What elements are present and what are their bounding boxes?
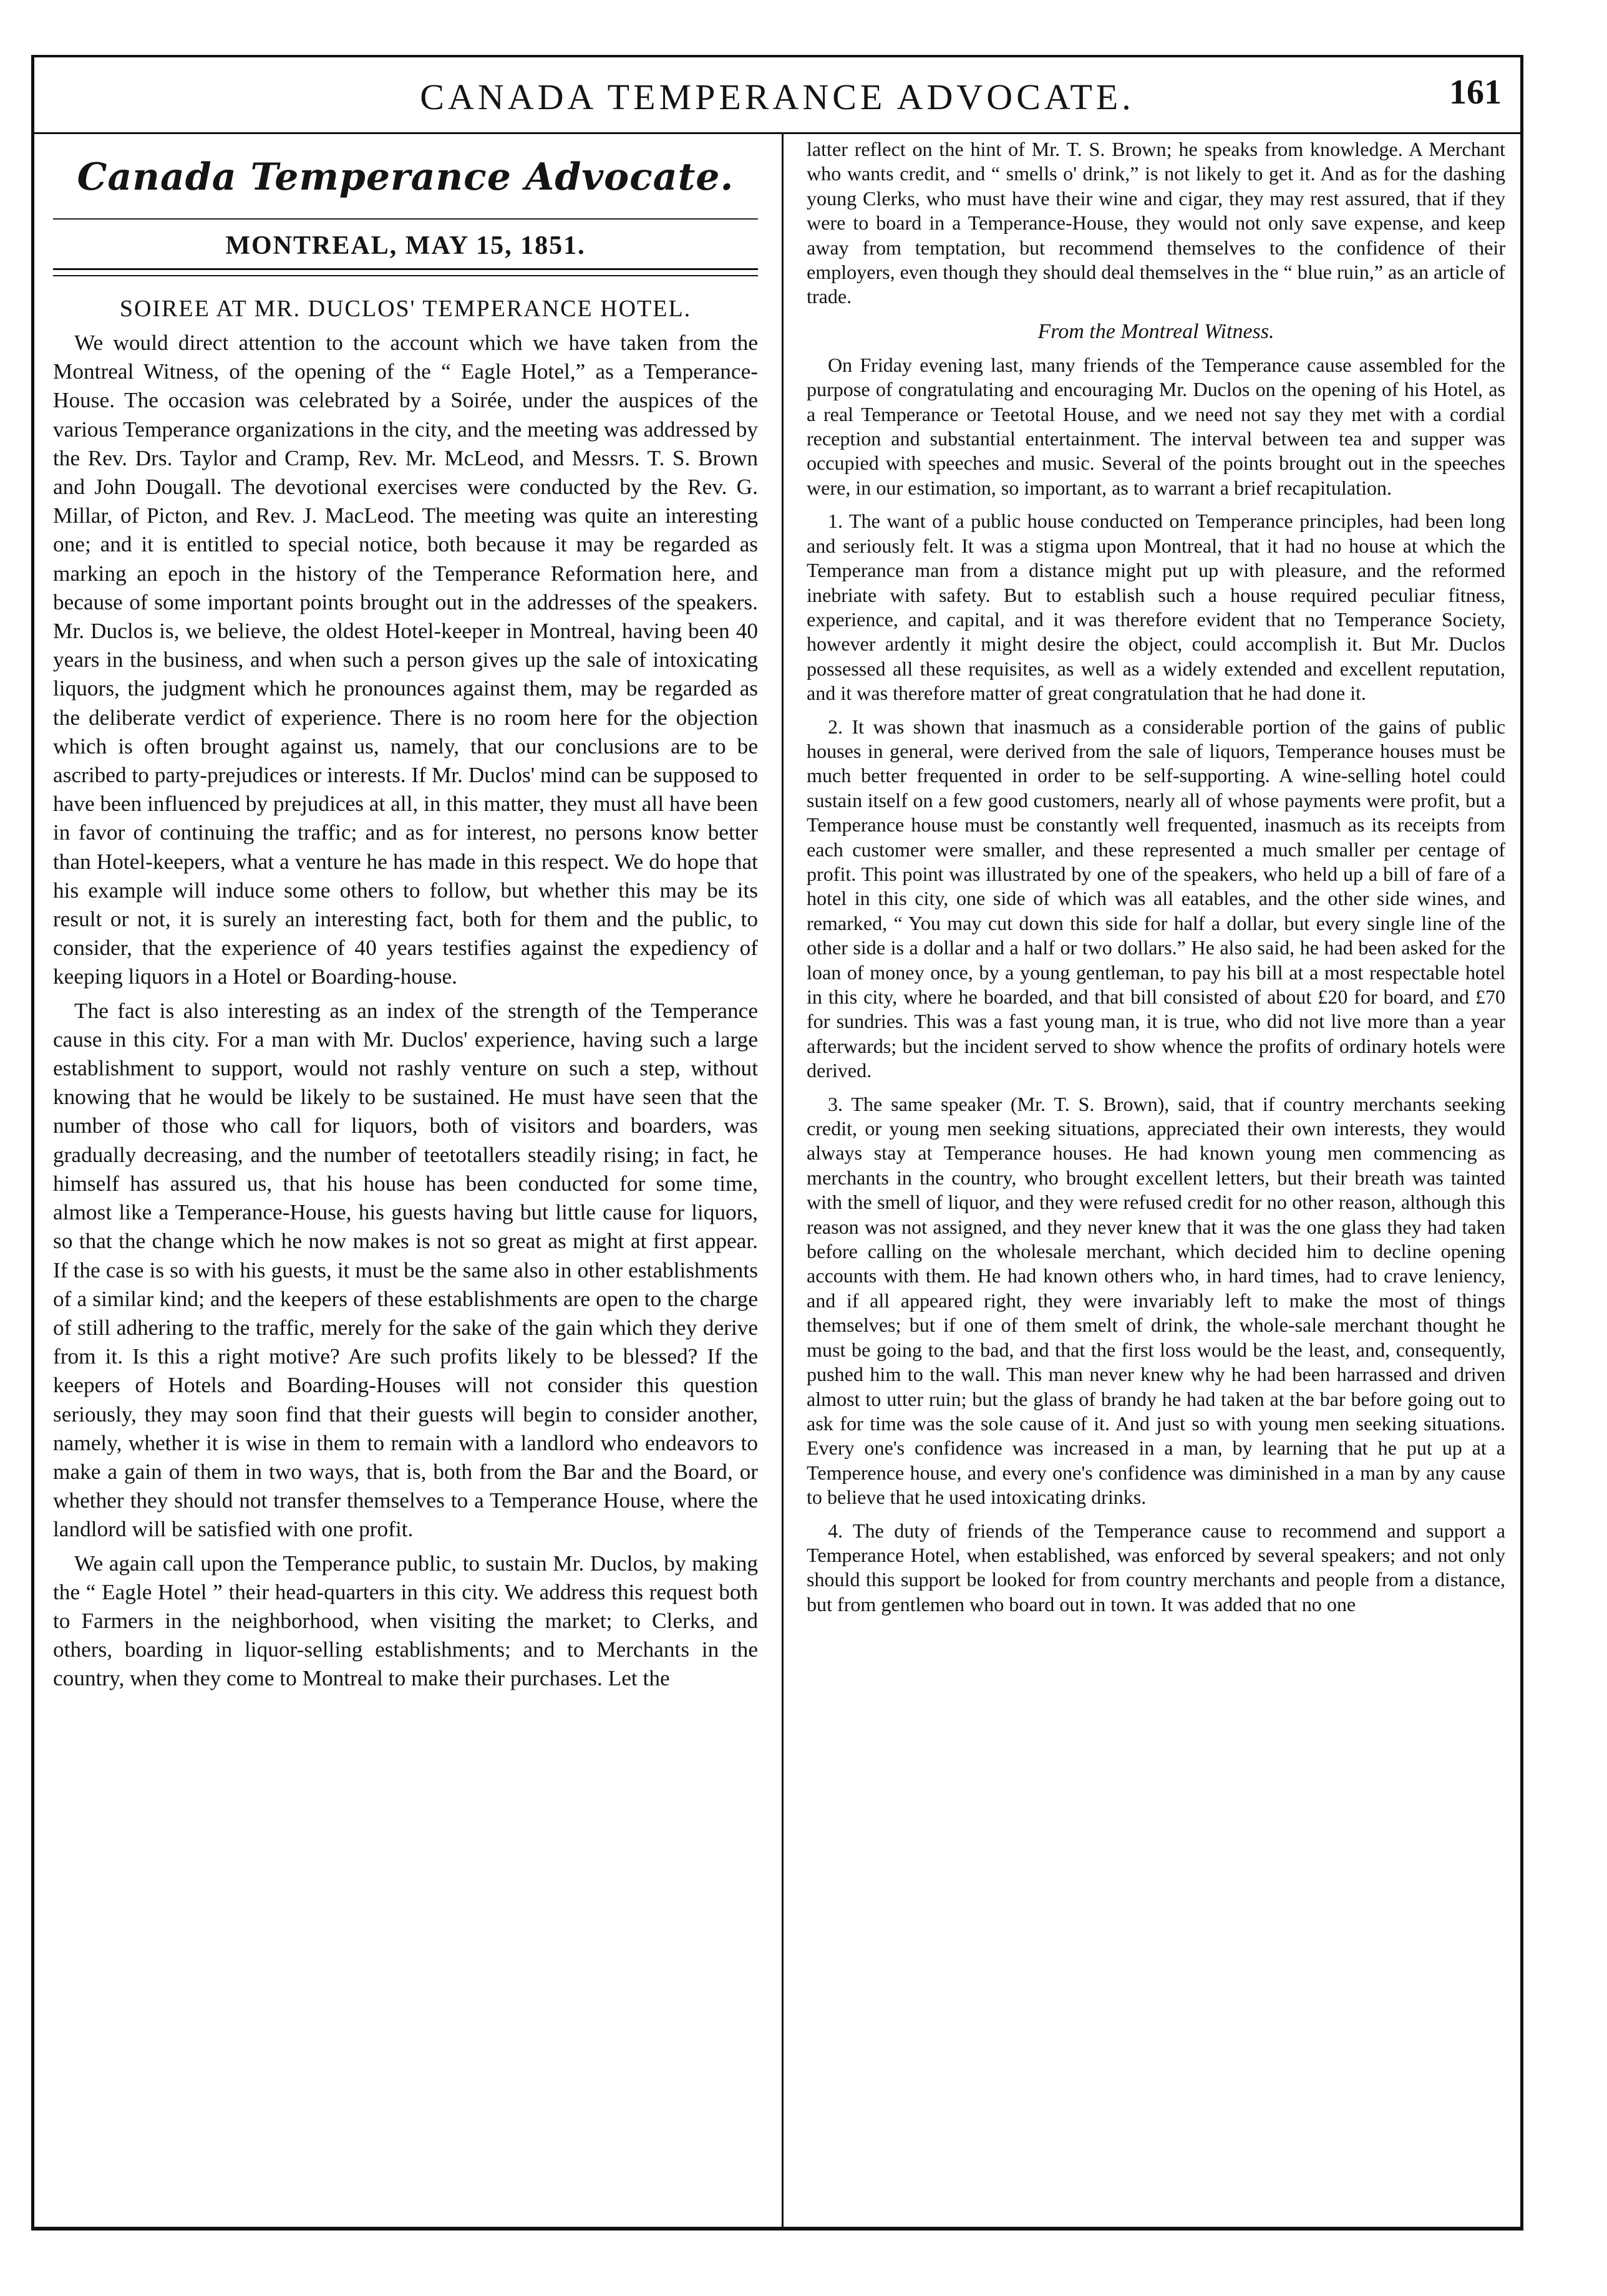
article-paragraph: We would direct attention to the account which we have taken from the Montreal Witness, of the opening of the “ Eagle Hotel,” as a Temperance-House. The occasion was celebrated by a Soirée, under the auspices of the various Temperance organizations in the city, and the meeting was addressed by the Rev. Drs. Taylor and Cramp, Rev. Mr. McLeod, and Messrs. T. S. Brown and John Dougall. The devotional exercises were conducted by the Rev. G. Millar, of Picton, and Rev. J. MacLeod. The meeting was quite an interesting one; and it is entitled to special notice, both because it may be regarded as marking an epoch in the history of the Temperance Reformation here, and because of some important points brought out in the addresses of the speakers. Mr. Duclos is, we believe, the oldest Hotel-keeper in Montreal, having been 40 years in the business, and when such a person gives up the sale of intoxicating liquors, the judgment which he pronounces against them, may be regarded as the deliberate verdict of experience. There is no room here for the objection which is often brought against us, namely, that our conclusions are to be ascribed to party-prejudices or interests. If Mr. Duclos' mind can be supposed to have been influenced by prejudices at all, in this matter, they must all have been in favor of continuing the traffic; and as for interest, no persons know better than Hotel-keepers, what a venture he has made in this respect. We do hope that his example will induce some others to follow, but whether this may be its result or not, it is surely an interesting fact, both for them and the public, to consider, that the experience of 40 years testifies against the expediency of keeping liquors in a Hotel or Boarding-house. [53, 331, 758, 989]
report-paragraph: On Friday evening last, many friends of the Temperance cause assembled for the purpose of congratulating and encouraging Mr. Duclos on the opening of his Hotel, as a real Temperance or Teetotal House, and we need not say they met with a cordial reception and substantial entertainment. The interval between tea and supper was occupied with speeches and music. Several of the points brought out in the speeches were, in our estimation, so important, as to warrant a brief recapitulation. [807, 353, 1505, 499]
running-head [34, 57, 1520, 134]
article-continuation: latter reflect on the hint of Mr. T. S. Brown; he speaks from knowledge. A Merchant who wants credit, and “ smells o' drink,” is not likely to get it. And as for the dashing young Clerks, who must have their wine and cigar, they may rest assured, that if they were to board in a Temperance-House, they would not only save expense, and keep away from temptation, but recommend themselves to the confidence of their employers, even though they should deal themselves in the “ blue ruin,” as an article of trade. [807, 138, 1505, 308]
masthead: Canada Temperance Advocate. [77, 155, 734, 199]
report-point-4: 4. The duty of friends of the Temperance cause to recommend and support a Temperance Hotel, when established, was enforced by several speakers; and not only should this support be looked for from country merchants and people from a distance, but from gentlemen who board out in town. It was added that no one [807, 1519, 1505, 1615]
column-divider [782, 133, 784, 2227]
article-headline: SOIREE AT MR. DUCLOS' TEMPERANCE HOTEL. [119, 296, 692, 322]
left-column [53, 137, 758, 2222]
report-point-3: 3. The same speaker (Mr. T. S. Brown), said, that if country merchants seeking credit, or young men seeking situations, appreciated their own interests, they would always stay at Temperance houses. He had known young men commencing as merchants in the country, who brought excellent letters, but their breath was tainted with the smell of liquor, and they were refused credit for no other reason, although this reason was not assigned, and they never knew that it was the one glass they had taken before calling on the wholesale merchant, which decided him to decline opening accounts with them. He had known others who, in hard times, had to crave leniency, and if all appeared right, they were invariably left to make the most of things themselves; but if one of them smelt of drink, the whole-sale merchant thought he must be going to the bad, and that the first loss would be the least, and, consequently, pushed him to the wall. This man never knew why he had been harrassed and driven almost to utter ruin; but the glass of brandy he had taken at the bar before going out to ask for time was the sole cause of it. And just so with young men seeking situations. Every one's confidence was increased in a man, by learning that he put up at a Temperence house, and every one's confidence was diminished in a man by any cause to believe that he used intoxicating drinks. [807, 1092, 1505, 1509]
dateline-rule [53, 268, 758, 276]
source-line: From the Montreal Witness. [1037, 319, 1274, 343]
running-title: CANADA TEMPERANCE ADVOCATE. [420, 77, 1135, 117]
right-column [807, 137, 1505, 2222]
masthead-rule [53, 218, 758, 220]
report-point-1: 1. The want of a public house conducted on Temperance principles, had been long and seriously felt. It was a stigma upon Montreal, that it had no house at which the Temperance man from a distance might put up with pleasure, and the reformed inebriate with safety. But to establish such a house required peculiar fitness, experience, and capital, and it was therefore evident that no Temperance Society, however ardently it might desire the object, could accomplish it. But Mr. Duclos possessed all these requisites, as well as a widely extended and excellent reputation, and it was therefore matter of great congratulation that he had done it. [807, 510, 1505, 705]
page-number: 161 [1449, 73, 1502, 112]
article-paragraph: We again call upon the Temperance public, to sustain Mr. Duclos, by making the “ Eagle Hotel ” their head-quarters in this city. We address this request both to Farmers in the neighborhood, when visiting the market; to Clerks, and others, boarding in liquor-selling establishments; and to Merchants in the country, when they come to Montreal to make their purchases. Let the [53, 1551, 758, 1691]
report-point-2: 2. It was shown that inasmuch as a considerable portion of the gains of public houses in general, were derived from the sale of liquors, Temperance houses must be much better frequented in order to be self-supporting. A wine-selling hotel could sustain itself on a few good customers, nearly all of whose payments were profit, but a Temperance house must be constantly well frequented, inasmuch as its receipts from each customer were smaller, and these represented a much smaller per centage of profit. This point was illustrated by one of the speakers, who held up a bill of fare of a hotel in this city, one side of which was all eatables, and the other side wines, and remarked, “ You may cut down this side for half a dollar, but every single line of the other side is a dollar and a half or two dollars.” He also said, he had been asked for the loan of money once, by a young gentleman, to pay his bill at a most respectable hotel in this city, where he boarded, and that bill consisted of about £20 for board, and £70 for sundries. This was a fast young man, it is true, who did not live more than a year afterwards; but the incident served to show whence the profits of ordinary hotels were derived. [807, 715, 1505, 1082]
dateline: MONTREAL, MAY 15, 1851. [225, 231, 586, 260]
newspaper-page [31, 55, 1523, 2231]
article-paragraph: The fact is also interesting as an index of the strength of the Temperance cause in this city. For a man with Mr. Duclos' experience, having such a large establishment to support, would not rashly venture on such a step, without knowing that he would be likely to be sustained. He must have seen that the number of those who call for liquors, both of visitors and boarders, was gradually decreasing, and the number of teetotallers steadily rising; in fact, he himself has assured us, that his house has been conducted for some time, almost like a Temperance-House, his guests having but little cause for liquors, so that the change which he now makes is not so great as might at first appear. If the case is so with his guests, it must be the same also in other establishments of a similar kind; and the keepers of these establishments are open to the charge of still adhering to the traffic, merely for the sake of the gain which they derive from it. Is this a right motive? Are such profits likely to be blessed? If the keepers of Hotels and Boarding-Houses will not consider this question seriously, they may soon find that their guests will begin to consider another, namely, whether it is wise in them to remain with a landlord who endeavors to make a gain of them in two ways, that is, both from the Bar and the Board, or whether they should not transfer themselves to a Temperance House, where the landlord will be satisfied with one profit. [53, 998, 758, 1542]
